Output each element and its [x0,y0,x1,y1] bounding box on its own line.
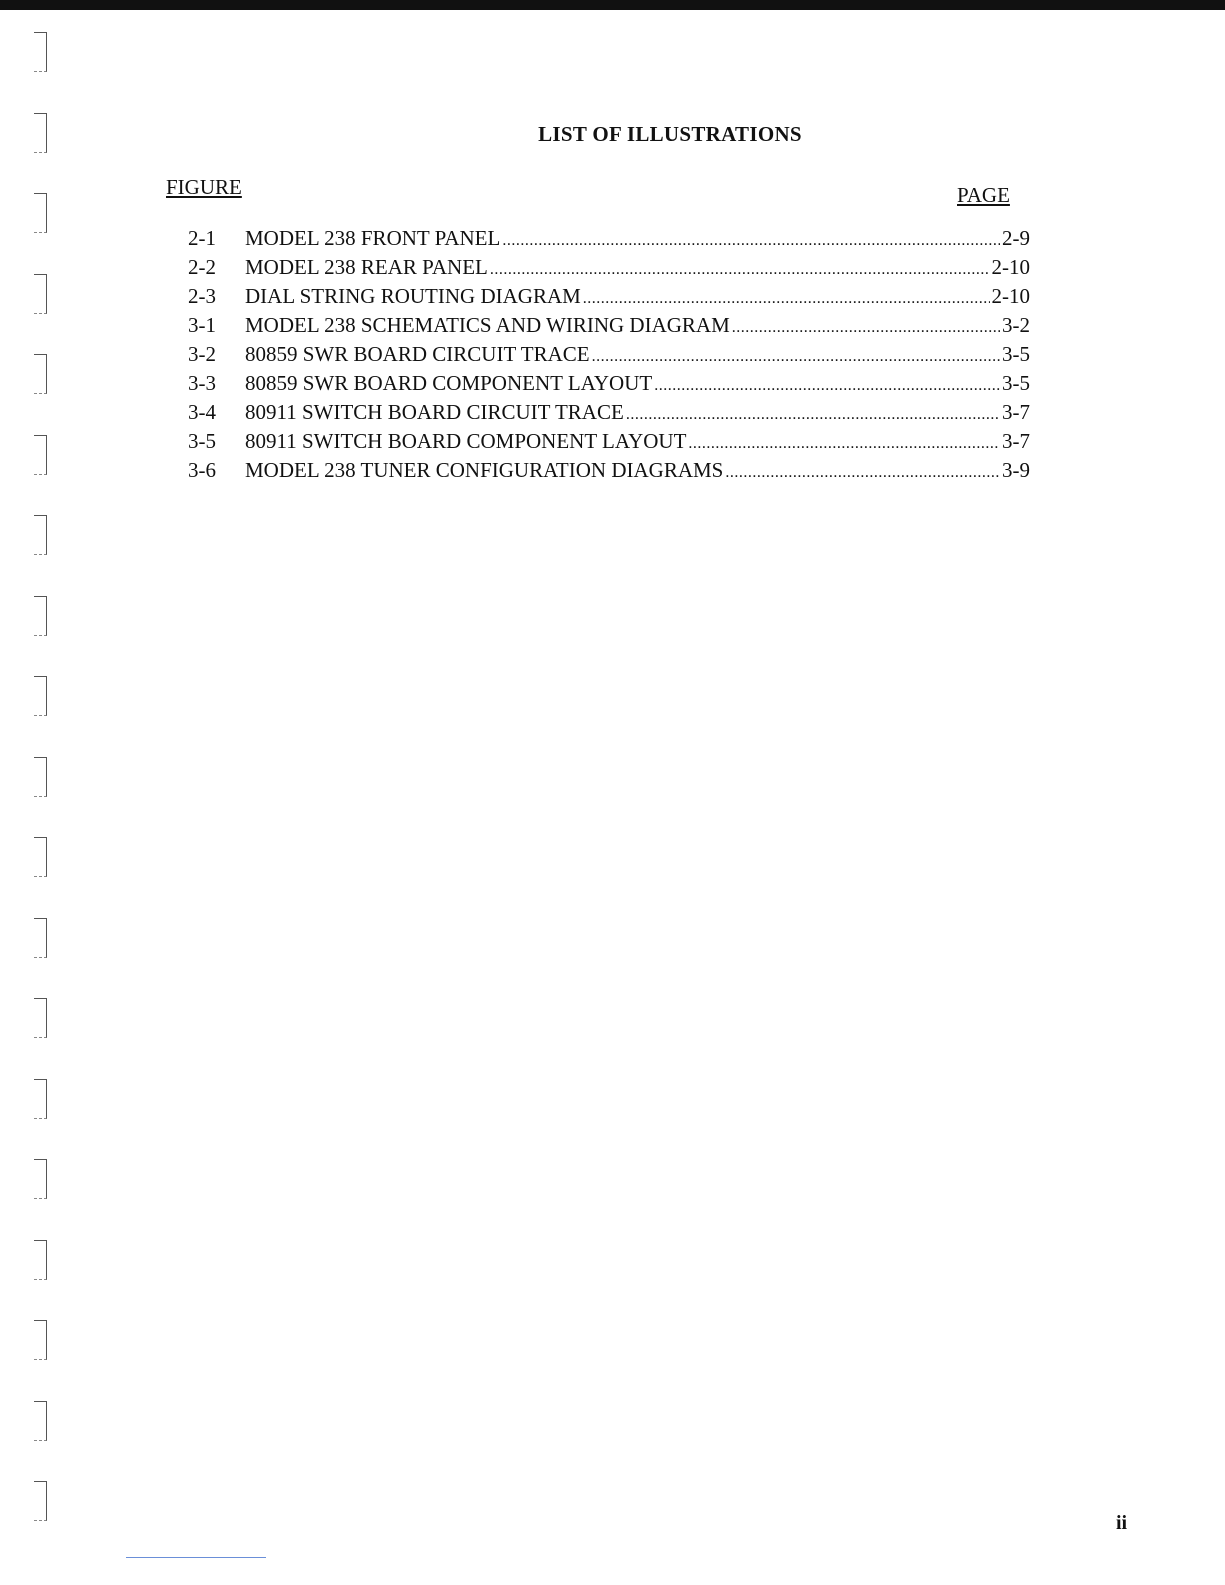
toc-entry [188,429,1030,458]
toc-entry [188,226,1030,255]
figure-page: 3-5 [1002,342,1030,366]
dot-leader [502,226,1000,251]
figure-number: 3-6 [188,458,216,482]
binder-hole-mark [34,1481,47,1521]
figure-title: MODEL 238 REAR PANEL [245,255,488,279]
toc-entry [188,255,1030,284]
binder-hole-mark [34,757,47,797]
dot-leader [654,371,1000,396]
figure-title: MODEL 238 SCHEMATICS AND WIRING DIAGRAM [245,313,730,337]
toc-entry [188,371,1030,400]
figure-page: 3-5 [1002,371,1030,395]
page-column-header: PAGE [957,183,1010,207]
dot-leader [688,429,1000,454]
binder-hole-mark [34,837,47,877]
binder-hole-mark [34,1401,47,1441]
binder-hole-mark [34,1240,47,1280]
page-number: ii [1116,1512,1128,1534]
figure-page: 3-7 [1002,400,1030,424]
toc-entry [188,284,1030,313]
dot-leader [626,400,1000,425]
dot-leader [732,313,1000,338]
figure-number: 3-3 [188,371,216,395]
dot-leader [725,458,1000,483]
scan-artifact-line [126,1557,266,1558]
dot-leader [583,284,990,309]
binder-hole-mark [34,1079,47,1119]
figure-page: 3-2 [1002,313,1030,337]
figure-title: 80859 SWR BOARD COMPONENT LAYOUT [245,371,653,395]
illustrations-list [188,226,1030,487]
figure-number: 3-1 [188,313,216,337]
figure-page: 2-9 [1002,226,1030,250]
binder-hole-mark [34,1159,47,1199]
figure-page: 2-10 [991,284,1030,308]
binder-hole-mark [34,1320,47,1360]
figure-title: 80911 SWITCH BOARD CIRCUIT TRACE [245,400,624,424]
binder-hole-mark [34,676,47,716]
toc-entry [188,342,1030,371]
toc-entry [188,458,1030,487]
figure-title: MODEL 238 FRONT PANEL [245,226,501,250]
figure-number: 3-5 [188,429,216,453]
figure-title: 80859 SWR BOARD CIRCUIT TRACE [245,342,590,366]
binder-hole-mark [34,435,47,475]
figure-page: 3-9 [1002,458,1030,482]
binder-hole-mark [34,274,47,314]
figure-page: 2-10 [991,255,1030,279]
binder-hole-mark [34,596,47,636]
figure-number: 3-4 [188,400,216,424]
toc-entry [188,313,1030,342]
figure-title: 80911 SWITCH BOARD COMPONENT LAYOUT [245,429,687,453]
toc-entry [188,400,1030,429]
figure-number: 3-2 [188,342,216,366]
figure-number: 2-1 [188,226,216,250]
figure-title: DIAL STRING ROUTING DIAGRAM [245,284,581,308]
figure-number: 2-2 [188,255,216,279]
figure-page: 3-7 [1002,429,1030,453]
figure-title: MODEL 238 TUNER CONFIGURATION DIAGRAMS [245,458,724,482]
dot-leader [490,255,990,280]
binder-hole-mark [34,918,47,958]
page-title: LIST OF ILLUSTRATIONS [538,122,802,146]
binder-hole-mark [34,32,47,72]
figure-column-header: FIGURE [166,175,242,199]
binder-hole-mark [34,515,47,555]
binder-holes [28,20,58,1550]
scan-top-border [0,0,1225,10]
binder-hole-mark [34,998,47,1038]
figure-number: 2-3 [188,284,216,308]
binder-hole-mark [34,354,47,394]
dot-leader [592,342,1000,367]
binder-hole-mark [34,193,47,233]
